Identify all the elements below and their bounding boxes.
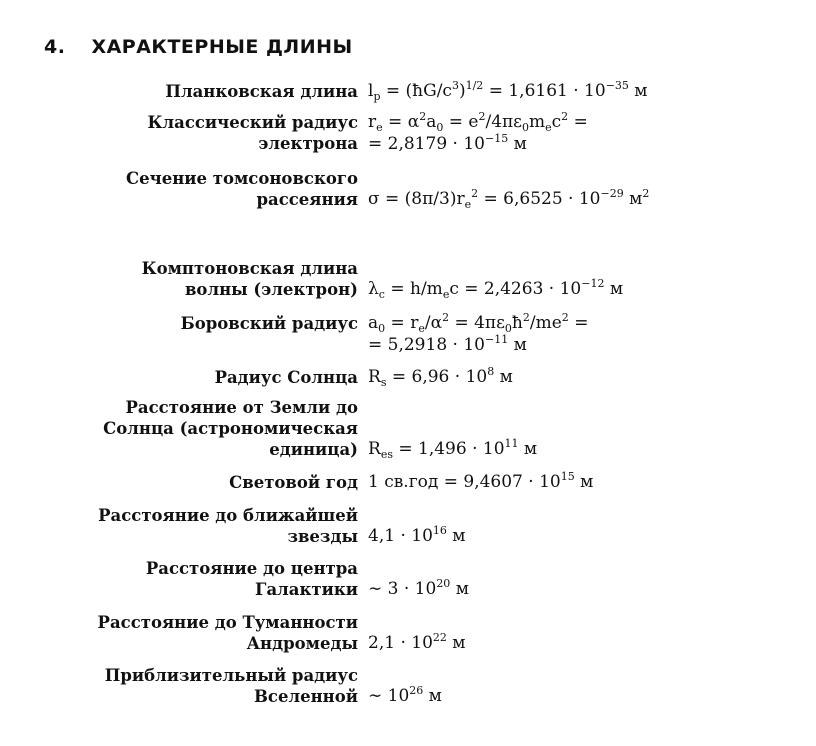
row-label: Расстояние от Земли до Солнца (астрономическая единица) [103,398,358,459]
row-value: $r_e = \alpha^2a_0 = e^2/4\pi\varepsilon_0m_ec^2$ = = $2,8179 \cdot 10^{-15}$ м [368,110,588,154]
section-heading [44,36,353,58]
row-label: Расстояние до центра Галактики [145,559,358,599]
row-label: Радиус Солнца [214,368,358,387]
row-label: Световой год [229,473,358,492]
row-value: $l_p$ = $(ħG/c^3)^{1/2} = 1,6161 \cdot 10^{-35}$ м [368,79,648,103]
section-number: 4. [44,36,66,58]
row-label: Расстояние до ближайшей звезды [98,506,358,546]
row-label: Планковская длина [165,82,358,101]
row-label: Классический радиус электрона [147,113,358,153]
row-label: Приблизительный радиус Вселенной [104,666,358,706]
row-value: ∼ $3 \cdot 10^{20}$ м [368,577,469,599]
row-value: $a_0 = r_e/\alpha^2$ = $4\pi\varepsilon_0ħ^2/me^2$ = = $5,2918 \cdot 10^{-11}$ м [368,311,589,355]
row-label: Комптоновская длина волны (электрон) [141,259,358,299]
row-value: $R_s = 6,96 \cdot 10^8$ м [368,365,513,389]
row-label: Расстояние до Туманности Андромеды [97,613,358,653]
row-value: $R_{es} = 1,496 \cdot 10^{11}$ м [368,437,538,461]
row-value: $\sigma = (8\pi/3)r_e^2 = 6,6525 \cdot 10^{-29}$ $м^2$ [368,187,650,211]
row-value: $2,1 \cdot 10^{22}$ м [368,631,466,653]
row-value: $4,1 \cdot 10^{16}$ м [368,524,466,546]
row-label: Боровский радиус [180,314,358,333]
row-value: ∼ $10^{26}$ м [368,684,442,706]
row-label: Сечение томсоновского рассеяния [125,169,358,209]
row-value: 1 $св.год = 9,4607 \cdot 10^{15}$ м [368,470,594,492]
section-title: ХАРАКТЕРНЫЕ ДЛИНЫ [91,36,353,58]
row-value: $\lambda_c = h/m_ec = 2,4263 \cdot 10^{-12}$ м [368,277,624,301]
